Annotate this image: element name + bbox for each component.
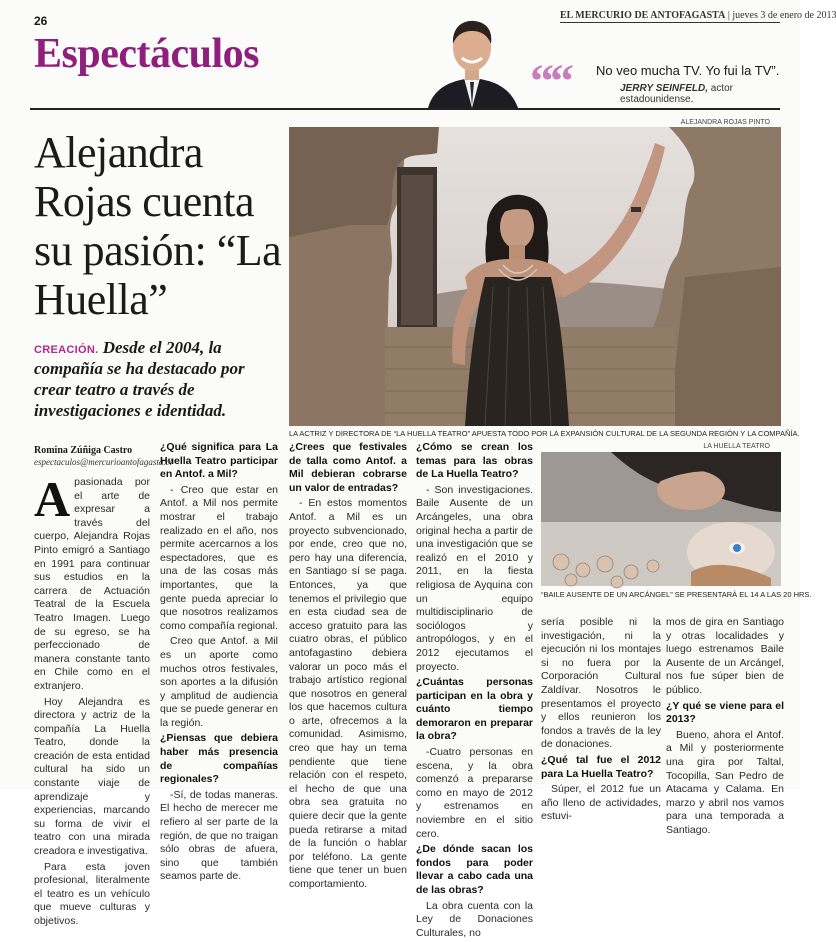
article-column-6 — [666, 616, 784, 840]
paragraph: Hoy Alejandra es directora y actriz de la compañía La Huella Teatro, donde la creación de esta entidad cultural ha sido un constante viaje de aprendizaje y experiencias, marcando su forma de vivir el teatro con una mirada creadora e investigativa. — [34, 695, 150, 858]
interview-answer: La obra cuenta con la Ley de Donaciones Culturales, no — [416, 899, 533, 939]
photo-caption: LA ACTRIZ Y DIRECTORA DE “LA HUELLA TEATRO” APUESTA TODO POR LA EXPANSIÓN CULTURAL DE LA SEGUNDA REGIÓN Y LA COMPAÑÍA. — [289, 429, 800, 438]
interview-question: ¿De dónde sacan los fondos para poder llevar a cabo cada una de las obras? — [416, 843, 533, 896]
article-column-3 — [289, 441, 407, 894]
interview-question: ¿Qué significa para La Huella Teatro participar en Antof. a Mil? — [160, 441, 278, 481]
masthead-rule — [560, 22, 780, 23]
quote-author — [620, 83, 800, 105]
photo2-caption: “BAILE AUSENTE DE UN ARCÁNGEL” SE PRESENTARÁ EL 14 A LAS 20 HRS. — [541, 590, 812, 599]
drop-cap: A — [34, 471, 71, 527]
header-rule — [30, 108, 780, 110]
article-column-1 — [34, 471, 150, 931]
interview-answer: - Creo que estar en Antof. a Mil nos permite mostrar el trabajo realizado en el año, nos permite acercarnos a los espectadores, que es una de las cosas más importantes, que la gente pueda apreciar lo que nosotros realizamos como compañía regional. — [160, 483, 278, 632]
interview-answer: - En estos momentos Antof. a Mil es un proyecto subvencionado, por ende, creo que no, pero hay una diferencia, en Santiago sí se paga. Entonces, ya que tenemos el privilegio que en esta ciudad sea de acceso gratuito para las cuatro obras, el público antofagastino debiera valorar un poco más el trabajo artístico regional que nosotros en general los que hacemos cultura o arte, ofrecemos a la comunidad. Asimismo, creo que hay un tema pendiente que tiene relación con el respeto, el hecho de que una obra sea gratuita no quiere decir que la gente pueda retirarse a mitad de la función o hablar por teléfono. La gente tiene que tener un buen comportamiento. — [289, 497, 407, 890]
quote-author-role: actor estadounidense. — [620, 83, 734, 105]
interview-question: ¿Cuántas personas participan en la obra y cuánto tiempo demoraron en preparar la obra? — [416, 676, 533, 743]
byline-email: espectaculos@mercurioantofagasta.cl — [34, 457, 173, 467]
section-title: Espectáculos — [34, 31, 259, 77]
interview-answer: Creo que Antof. a Mil es un aporte como muchos otros festivales, son aportes a la difusión y amplitud de audiencia que se puede generar en la región. — [160, 635, 278, 729]
paragraph-text: pasionada por el arte de expresar a través del cuerpo, Alejandra Rojas Pinto emigró a Santiago en 1991 para continuar sus estudios en la carrera de Actuación Teatral de la Escuela Teatro Imagen. Luego de su egreso, se ha perfeccionado de manera constante tanto en Chile como en el extranjero. — [34, 476, 150, 692]
photo-credit: ALEJANDRA ROJAS PINTO — [680, 119, 770, 126]
interview-answer: - Son investigaciones. Baile Ausente de un Arcángeles, una obra original hecha a partir de una investigación que se realizó en el 2010 y 2011, en la fiesta religiosa de Ayquina con un equipo multidisciplinario de sociólogos y antropólogos, y en el 2012 ejecutamos el proyecto. — [416, 483, 533, 673]
article-column-5 — [541, 616, 661, 826]
photo2-credit: LA HUELLA TEATRO — [703, 443, 770, 450]
paragraph: sería posible ni la investigación, ni la ejecución ni los montajes si no fuera por la Corporación Cultural Zaldívar. Nosotros le presentamos el proyecto y ellos reunieron los fondos a través de la ley de donaciones. — [541, 616, 661, 751]
interview-question: ¿Y qué se viene para el 2013? — [666, 699, 784, 726]
masthead: EL MERCURIO DE ANTOFAGASTA | jueves 3 de enero de 2013 — [560, 10, 836, 21]
page-number: 26 — [34, 14, 48, 28]
lead-text: Desde el 2004, la compañía se ha destacado por crear teatro a través de investigaciones e identidad. — [34, 338, 245, 420]
quote-author-name: JERRY SEINFELD, — [620, 83, 708, 94]
interview-question: ¿Cómo se crean los temas para las obras de La Huella Teatro? — [416, 441, 533, 481]
issue-date: jueves 3 de enero de 2013 — [732, 10, 836, 21]
article-column-2 — [160, 441, 278, 886]
quote-marks: ““ — [530, 55, 570, 108]
paragraph — [34, 471, 150, 694]
main-photo — [289, 127, 781, 426]
interview-answer: Bueno, ahora el Antof. a Mil y posteriormente una gira por Taltal, Tocopilla, San Pedro de Atacama y Calama. En marzo y abril nos vamos para una temporada a Santiago. — [666, 728, 784, 836]
interview-answer: -Sí, de todas maneras. El hecho de merecer me refiero al ser parte de la región, de que no traigan sólo obras de afuera, sino que también seamos parte de. — [160, 788, 278, 883]
secondary-photo — [541, 452, 781, 586]
paragraph: Para esta joven profesional, literalmente el teatro es un vehículo que mueve culturas y objetivos. — [34, 860, 150, 927]
quote-author-portrait — [420, 14, 524, 108]
interview-question: ¿Crees que festivales de talla como Antof. a Mil debieran cobrarse un valor de entradas? — [289, 441, 407, 494]
interview-answer: -Cuatro personas en escena, y la obra comenzó a prepararse como en mayo de 2012 y estrenamos en noviembre en el sitio cero. — [416, 746, 533, 840]
interview-question: ¿Piensas que debiera haber más presencia de compañías regionales? — [160, 732, 278, 786]
paragraph: mos de gira en Santiago y otras localidades y luego estrenamos Baile Ausente de un Arcángel, nos fue súper bien de público. — [666, 616, 784, 696]
newspaper-name: EL MERCURIO DE ANTOFAGASTA — [560, 10, 726, 21]
lead — [34, 337, 284, 421]
headline: Alejandra Rojas cuenta su pasión: “La Huella” — [34, 128, 282, 324]
byline: Romina Zúñiga Castro — [34, 445, 133, 456]
interview-answer: Súper, el 2012 fue un año lleno de actividades, estuvi- — [541, 783, 661, 823]
article-column-4 — [416, 441, 533, 942]
interview-question: ¿Qué tal fue el 2012 para La Huella Teatro? — [541, 753, 661, 780]
kicker: CREACIÓN. — [34, 344, 99, 356]
pull-quote: No veo mucha TV. Yo fui la TV”. — [596, 63, 780, 78]
